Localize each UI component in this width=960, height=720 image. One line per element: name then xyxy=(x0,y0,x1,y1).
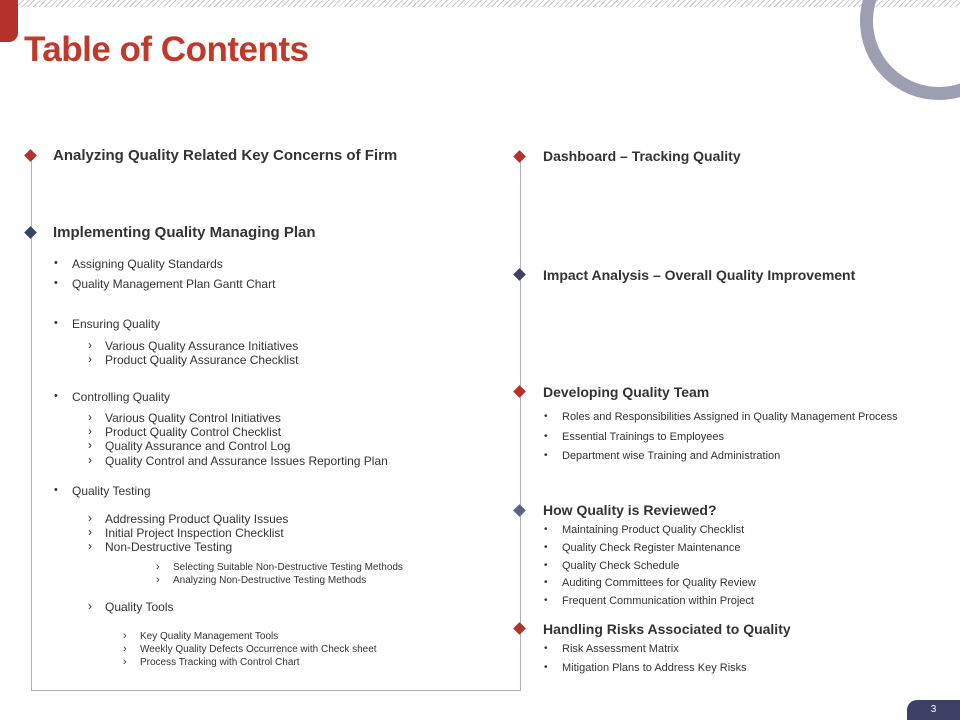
sub-list-item: › Quality Control and Assurance Issues Reporting Plan xyxy=(105,454,388,468)
list-item: • Risk Assessment Matrix xyxy=(562,643,679,655)
sub-list-item-quality-tools: › Quality Tools xyxy=(105,600,173,614)
sub-list-item: › Quality Assurance and Control Log xyxy=(105,439,290,453)
list-item: • Department wise Training and Administration xyxy=(562,450,780,462)
list-item: • Maintaining Product Quality Checklist xyxy=(562,524,744,536)
sub-list-item: › Product Quality Assurance Checklist xyxy=(105,353,298,367)
sub-list-item: › Product Quality Control Checklist xyxy=(105,425,281,439)
sub-list-item: › Various Quality Assurance Initiatives xyxy=(105,339,298,353)
section-heading-dashboard: Dashboard – Tracking Quality xyxy=(543,148,741,164)
section-heading-risks: Handling Risks Associated to Quality xyxy=(543,621,791,637)
sub-sub-list-item: › Key Quality Management Tools xyxy=(140,631,278,642)
list-item: • Auditing Committees for Quality Review xyxy=(562,577,756,589)
page-title: Table of Contents xyxy=(24,30,309,69)
sub-sub-list-item: › Analyzing Non-Destructive Testing Methods xyxy=(173,575,366,586)
list-item-controlling-quality: • Controlling Quality xyxy=(72,390,170,404)
list-item-quality-testing: • Quality Testing xyxy=(72,484,151,498)
decorative-ring xyxy=(860,0,960,100)
list-item: • Assigning Quality Standards xyxy=(72,257,223,271)
sub-list-item: › Various Quality Control Initiatives xyxy=(105,411,281,425)
list-item: • Quality Management Plan Gantt Chart xyxy=(72,277,275,291)
section-heading-implementing: Implementing Quality Managing Plan xyxy=(53,224,316,241)
section-heading-reviewed: How Quality is Reviewed? xyxy=(543,502,717,518)
sub-list-item: › Initial Project Inspection Checklist xyxy=(105,526,284,540)
list-item: • Quality Check Register Maintenance xyxy=(562,542,741,554)
red-corner-tab xyxy=(0,0,18,42)
sub-list-item: › Non-Destructive Testing xyxy=(105,540,232,554)
list-item-ensuring-quality: • Ensuring Quality xyxy=(72,317,160,331)
list-item: • Frequent Communication within Project xyxy=(562,595,754,607)
section-heading-team: Developing Quality Team xyxy=(543,384,710,400)
list-item: • Quality Check Schedule xyxy=(562,560,679,572)
section-heading-impact: Impact Analysis – Overall Quality Improvement xyxy=(543,267,856,283)
list-item: • Essential Trainings to Employees xyxy=(562,431,724,443)
page-number-badge: 3 xyxy=(907,700,960,720)
sub-list-item: › Addressing Product Quality Issues xyxy=(105,512,288,526)
top-hatch-border xyxy=(0,0,960,7)
sub-sub-list-item: › Process Tracking with Control Chart xyxy=(140,657,300,668)
section-heading-analyzing: Analyzing Quality Related Key Concerns of Firm xyxy=(53,147,398,164)
sub-sub-list-item: › Selecting Suitable Non-Destructive Testing Methods xyxy=(173,562,403,573)
list-item: • Roles and Responsibilities Assigned in Quality Management Process xyxy=(562,411,898,423)
sub-sub-list-item: › Weekly Quality Defects Occurrence with Check sheet xyxy=(140,644,377,655)
list-item: • Mitigation Plans to Address Key Risks xyxy=(562,662,747,674)
